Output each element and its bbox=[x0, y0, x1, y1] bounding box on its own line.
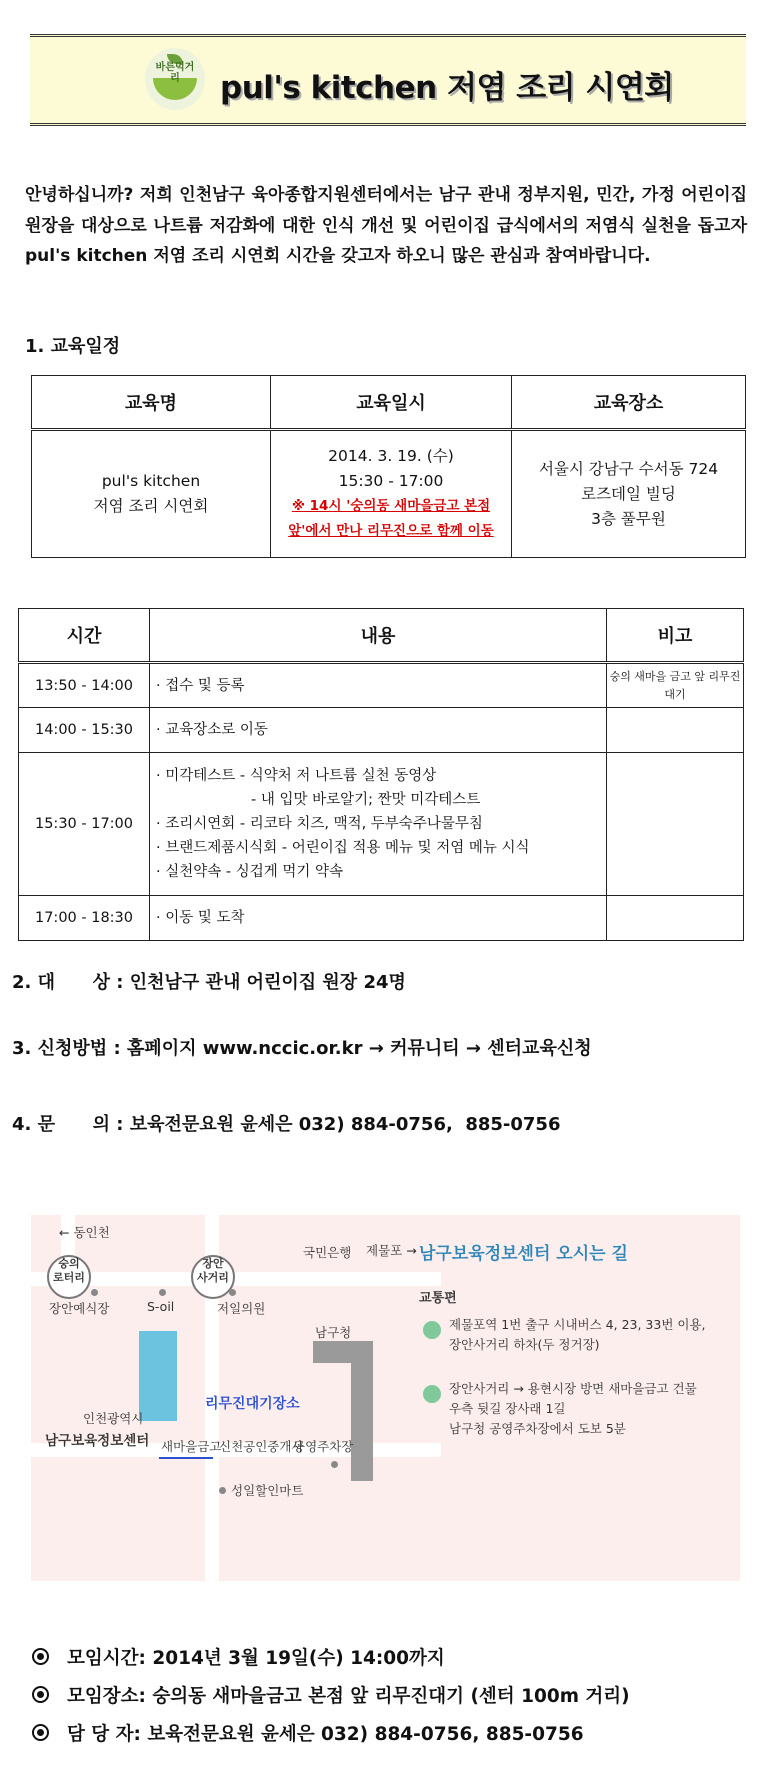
table1-header-place: 교육장소 bbox=[512, 376, 746, 430]
contact-person: 담 당 자: 보육전문요원 윤세은 032) 884-0756, 885-0756 bbox=[32, 1720, 584, 1746]
table2-header-content: 내용 bbox=[150, 609, 607, 663]
map-heading: 남구보육정보센터 오시는 길 bbox=[419, 1244, 628, 1264]
directions-map: ← 동인천 숭의 로터리 장안 사거리 국민은행 제물포 → 남구보육정보센터 오시는 길 교통편 제물포역 1번 출구 시내버스 4, 23, 33번 이용, 장안사거리 하차(두 정거장) 장안사거리 → 용현시장 방면 새마을금고 건물 우측 뒷길 장사래 1길 남구청 공영주차장에서 도보 5분 장안예식장 S-oil 저일의원 남구청 인천광역시 남구보육정보센터 리무진대기장소 새마을금고 신천공인중개사 공영주차장 성일할인마트 bbox=[31, 1215, 740, 1581]
bullet-icon bbox=[32, 1724, 49, 1741]
limousine-note: ※ 14시 '숭의동 새마을금고 본점 bbox=[291, 498, 491, 514]
jangan-crossroad-marker: 장안 사거리 bbox=[191, 1255, 235, 1299]
table2-header-note: 비고 bbox=[607, 609, 744, 663]
bus-icon bbox=[423, 1321, 441, 1339]
table1-header-datetime: 교육일시 bbox=[271, 376, 512, 430]
bullet-icon bbox=[32, 1686, 49, 1703]
limousine-waiting-spot: 리무진대기장소 bbox=[205, 1396, 300, 1412]
page-title: pul's kitchen 저염 조리 시연회 bbox=[220, 70, 674, 106]
center-building-icon bbox=[139, 1331, 177, 1421]
section-target: 2. 대 상 : 인천남구 관내 어린이집 원장 24명 bbox=[12, 972, 406, 993]
education-info-table bbox=[31, 375, 746, 558]
table1-cell-place: 서울시 강남구 수서동 724 로즈데일 빌딩 3층 풀무원 bbox=[512, 430, 746, 558]
barun-meokgeori-logo: 바른먹거리 bbox=[145, 48, 205, 110]
intro-paragraph: 안녕하십니까? 저희 인천남구 육아종합지원센터에서는 남구 관내 정부지원, 민간, 가정 어린이집 원장을 대상으로 나트륨 저감화에 대한 인식 개선 및 어린이집 급식에서의 저염식 실천을 돕고자 pul's kitchen 저염 조리 시연회 시간을 갖고자 하오니 많은 관심과 참여바랍니다. bbox=[25, 185, 747, 266]
program-schedule-table bbox=[18, 608, 744, 941]
section-application: 3. 신청방법 : 홈페이지 www.nccic.or.kr → 커뮤니티 → 센터교육신청 bbox=[12, 1038, 592, 1059]
table1-header-name: 교육명 bbox=[32, 376, 271, 430]
soongui-rotary-marker: 숭의 로터리 bbox=[47, 1255, 91, 1299]
table1-cell-datetime: 2014. 3. 19. (수) 15:30 - 17:00 ※ 14시 '숭의동 새마을금고 본점 앞'에서 만나 리무진으로 함께 이동 bbox=[271, 430, 512, 558]
table-row: 14:00 - 15:30 · 교육장소로 이동 bbox=[19, 708, 744, 753]
meeting-time: 모임시간: 2014년 3월 19일(수) 14:00까지 bbox=[32, 1644, 445, 1670]
meeting-place: 모임장소: 숭의동 새마을금고 본점 앞 리무진대기 (센터 100m 거리) bbox=[32, 1682, 630, 1708]
table-row: 17:00 - 18:30 · 이동 및 도착 bbox=[19, 896, 744, 941]
table-row: 13:50 - 14:00 · 접수 및 등록 숭의 새마을 금고 앞 리무진대기 bbox=[19, 663, 744, 708]
section-inquiry: 4. 문 의 : 보육전문요원 윤세은 032) 884-0756, 885-0756 bbox=[12, 1114, 561, 1135]
car-icon bbox=[423, 1385, 441, 1403]
table2-header-time: 시간 bbox=[19, 609, 150, 663]
section-schedule-heading: 1. 교육일정 bbox=[25, 336, 121, 357]
table-row: 15:30 - 17:00 · 미각테스트 - 식약처 저 나트륨 실천 동영상 - 내 입맛 바로알기; 짠맛 미각테스트 · 조리시연회 - 리코타 치즈, 맥적, 두부숙주나물무침 · 브랜드제품시식회 - 어린이집 적용 메뉴 및 저염 메뉴 시식 · 실천약속 - 싱겁게 먹기 약속 bbox=[19, 753, 744, 896]
bullet-icon bbox=[32, 1648, 49, 1665]
table1-cell-name: pul's kitchen 저염 조리 시연회 bbox=[32, 430, 271, 558]
